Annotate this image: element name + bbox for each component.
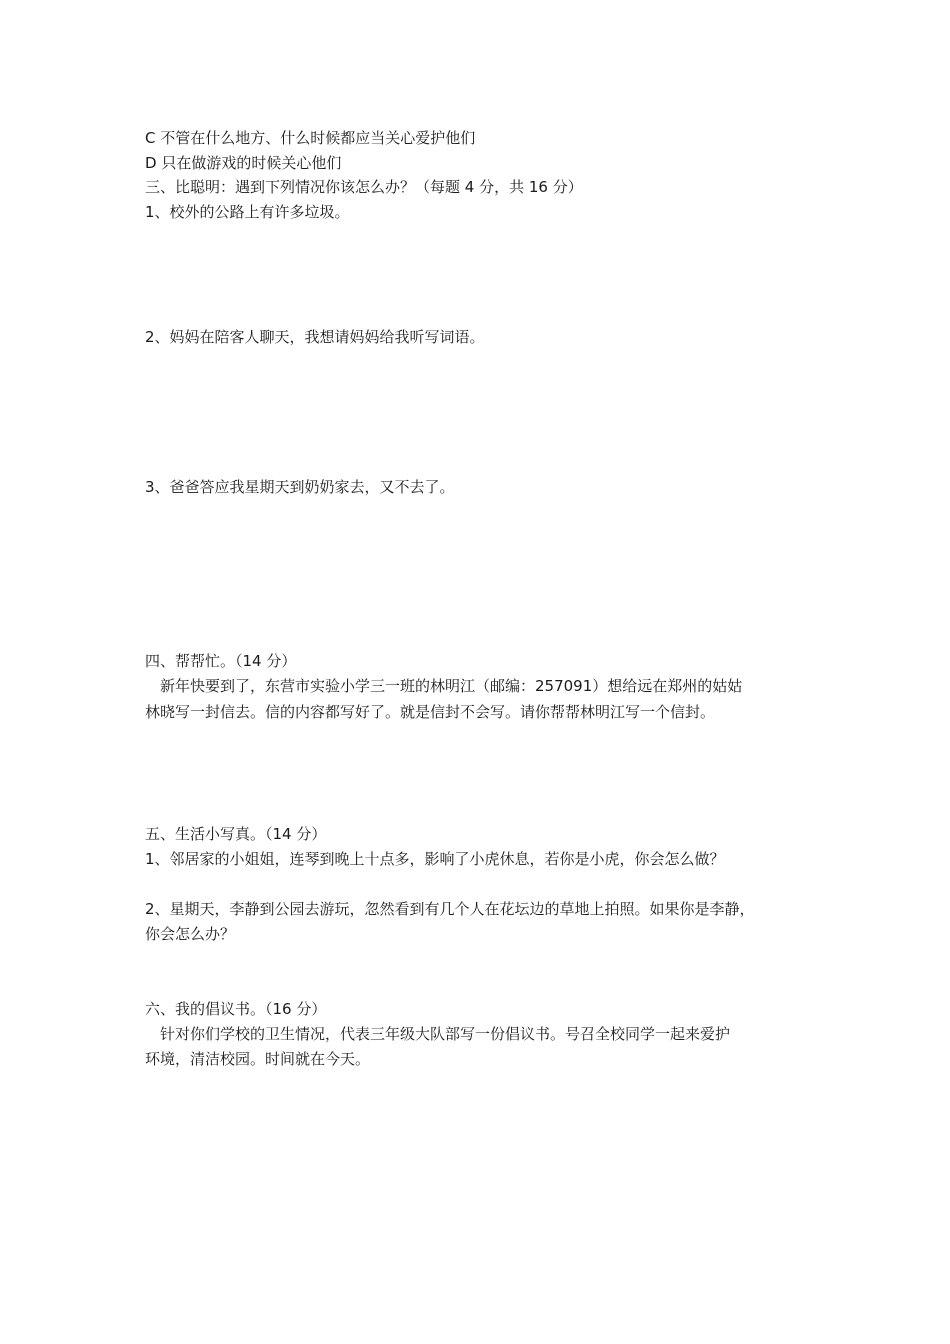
section3-question-3: 3、爸爸答应我星期天到奶奶家去，又不去了。: [145, 478, 455, 496]
section6-body-line-1: 针对你们学校的卫生情况，代表三年级大队部写一份倡议书。号召全校同学一起来爱护: [160, 1025, 731, 1043]
section5-question-2-line-2: 你会怎么办？: [145, 925, 236, 943]
section3-heading: 三、比聪明：遇到下列情况你该怎么办？（每题 4 分，共 16 分）: [145, 178, 583, 196]
section6-body-line-2: 环境，清洁校园。时间就在今天。: [145, 1050, 371, 1068]
section4-body-line-2: 林晓写一封信去。信的内容都写好了。就是信封不会写。请你帮帮林明江写一个信封。: [145, 703, 716, 721]
section6-heading: 六、我的倡议书。（16 分）: [145, 1000, 327, 1018]
section5-question-1: 1、邻居家的小姐姐，连琴到晚上十点多，影响了小虎休息，若你是小虎，你会怎么做？: [145, 850, 725, 868]
section4-heading: 四、帮帮忙。（14 分）: [145, 652, 297, 670]
section4-body-line-1: 新年快要到了，东营市实验小学三一班的林明江（邮编：257091）想给远在郑州的姑姑: [160, 677, 743, 695]
section5-question-2-line-1: 2、星期天，李静到公园去游玩，忽然看到有几个人在花坛边的草地上拍照。如果你是李静，: [145, 900, 755, 918]
option-d: D 只在做游戏的时候关心他们: [145, 154, 342, 172]
option-c: C 不管在什么地方、什么时候都应当关心爱护他们: [145, 129, 476, 147]
section3-question-2: 2、妈妈在陪客人聊天，我想请妈妈给我听写词语。: [145, 328, 485, 346]
section5-heading: 五、生活小写真。（14 分）: [145, 825, 327, 843]
section3-question-1: 1、校外的公路上有许多垃圾。: [145, 203, 350, 221]
